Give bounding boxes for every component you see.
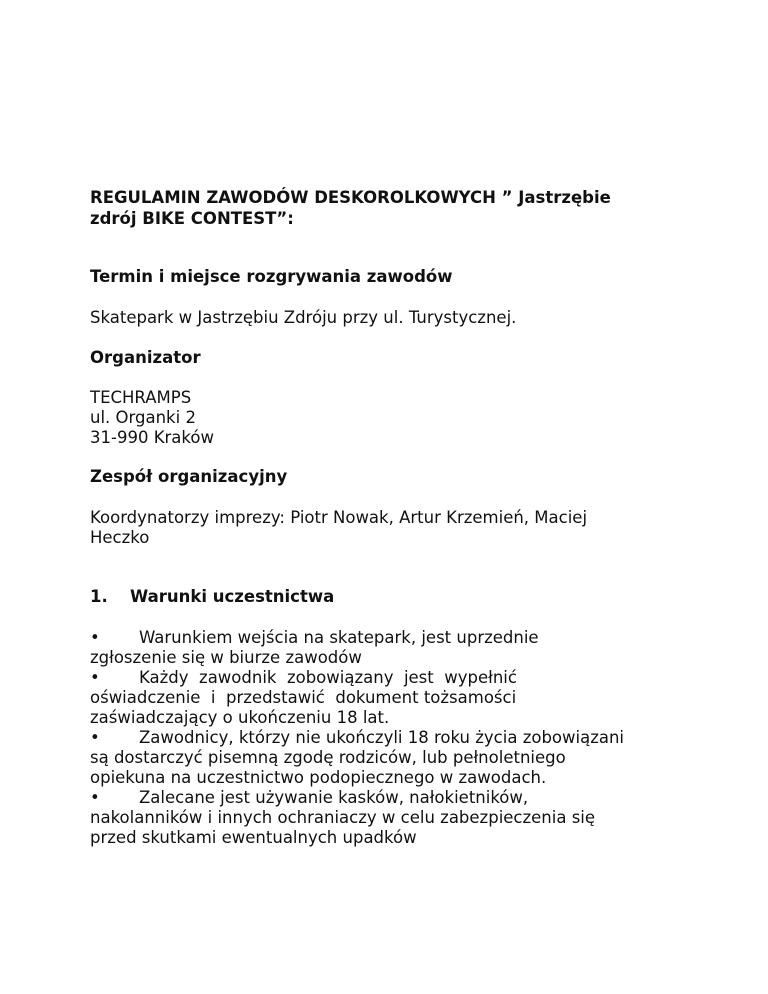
body-line: zgłoszenie się w biurze zawodów xyxy=(90,648,362,667)
bullet-text: Zalecane jest używanie kasków, nałokietników, xyxy=(139,788,529,807)
section-1-heading xyxy=(90,587,334,607)
body-line: nakolanników i innych ochraniaczy w celu zabezpieczenia się xyxy=(90,808,596,827)
team-line-1: Koordynatorzy imprezy: Piotr Nowak, Artur Krzemień, Maciej xyxy=(90,508,588,527)
organizer-name: TECHRAMPS xyxy=(90,388,192,407)
bullet-icon: • xyxy=(90,788,100,807)
body-line: są dostarczyć pisemną zgodę rodziców, lub pełnoletniego xyxy=(90,748,566,767)
section-1-number: 1. xyxy=(90,587,108,606)
bullet-line xyxy=(90,788,528,808)
bullet-icon: • xyxy=(90,628,100,647)
organizer-city: 31-990 Kraków xyxy=(90,428,214,447)
venue-text: Skatepark w Jastrzębiu Zdróju przy ul. Turystycznej. xyxy=(90,308,517,327)
bullet-icon: • xyxy=(90,728,100,747)
bullet-text: Warunkiem wejścia na skatepark, jest uprzednie xyxy=(139,628,539,647)
body-line: oświadczenie i przedstawić dokument tożsamości xyxy=(90,688,517,707)
body-line: zaświadczający o ukończeniu 18 lat. xyxy=(90,708,390,727)
body-line: przed skutkami ewentualnych upadków xyxy=(90,828,417,847)
section-1-title: Warunki uczestnictwa xyxy=(130,587,335,606)
document-title-line-1: REGULAMIN ZAWODÓW DESKOROLKOWYCH ” Jastrzębie xyxy=(90,188,611,207)
bullet-line xyxy=(90,628,539,648)
organizer-street: ul. Organki 2 xyxy=(90,408,196,427)
team-line-2: Heczko xyxy=(90,528,150,547)
bullet-text: Zawodnicy, którzy nie ukończyli 18 roku życia zobowiązani xyxy=(139,728,625,747)
venue-heading: Termin i miejsce rozgrywania zawodów xyxy=(90,267,453,286)
bullet-icon: • xyxy=(90,668,100,687)
bullet-line xyxy=(90,728,624,748)
bullet-line xyxy=(90,668,517,688)
body-line: opiekuna na uczestnictwo podopiecznego w zawodach. xyxy=(90,768,547,787)
team-heading: Zespół organizacyjny xyxy=(90,467,288,486)
organizer-heading: Organizator xyxy=(90,348,201,367)
document-title-line-2: zdrój BIKE CONTEST”: xyxy=(90,209,294,228)
bullet-text: Każdy zawodnik zobowiązany jest wypełnić xyxy=(139,668,517,687)
